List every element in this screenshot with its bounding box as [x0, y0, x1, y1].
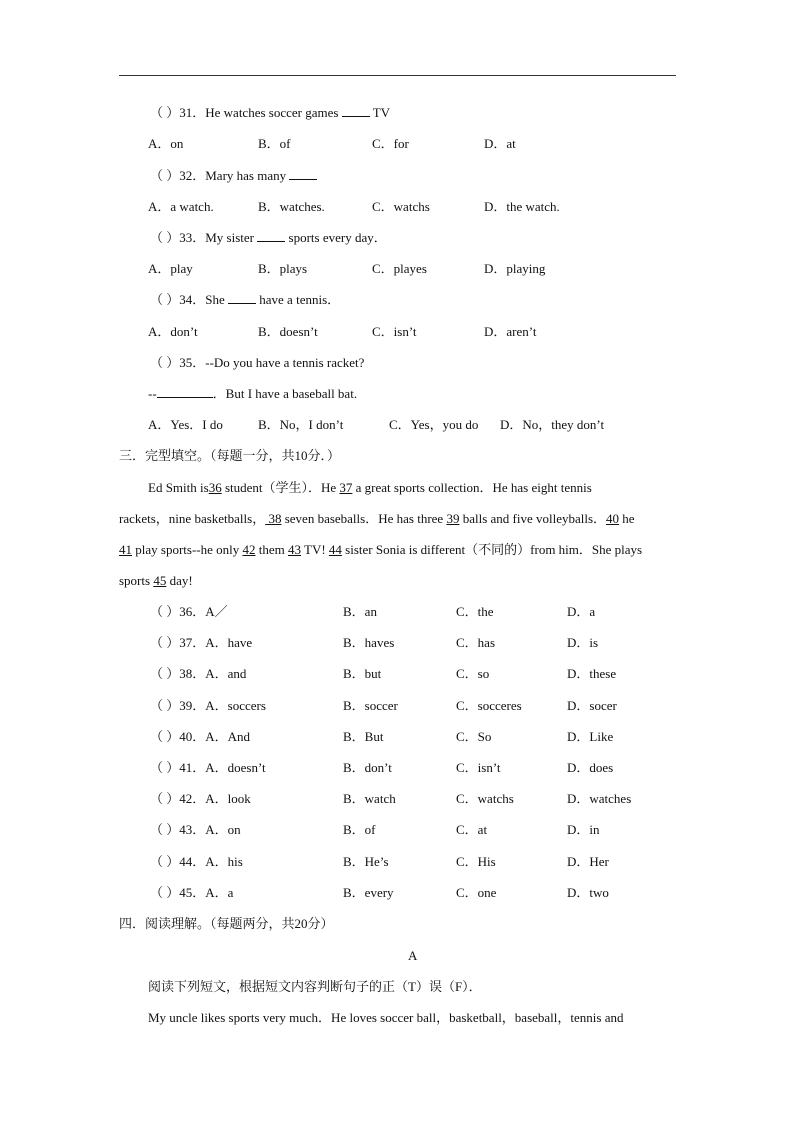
- option-d: D．in: [567, 822, 600, 837]
- option-a: A．Yes．I do: [148, 417, 223, 432]
- option-b: B．He’s: [343, 854, 389, 869]
- option-d: D．is: [567, 635, 599, 650]
- option-b: B．haves: [343, 635, 395, 650]
- passage-label: A: [408, 948, 418, 963]
- cloze-question: （ ）36．A／: [150, 604, 228, 619]
- option-a: A．on: [148, 136, 184, 151]
- question-32: （ ）32．Mary has many: [150, 168, 317, 184]
- cloze-question: （ ）37．A．have: [150, 635, 253, 650]
- answer-blank: [289, 168, 317, 180]
- cloze-question: （ ）43．A．on: [150, 822, 241, 837]
- option-b: B．No，I don’t: [258, 417, 344, 432]
- answer-blank: [228, 292, 256, 304]
- option-b: B．plays: [258, 261, 308, 276]
- option-c: C．isn’t: [456, 760, 501, 775]
- option-d: D．No，they don’t: [500, 417, 605, 432]
- option-d: D．playing: [484, 261, 546, 276]
- option-c: C．the: [456, 604, 494, 619]
- option-c: C．for: [372, 136, 409, 151]
- question-31: （ ）31．He watches soccer games TV: [150, 105, 391, 120]
- option-c: C．has: [456, 635, 496, 650]
- option-d: D．Like: [567, 729, 614, 744]
- cloze-question: （ ）44．A．his: [150, 854, 243, 869]
- cloze-question: （ ）40．A．And: [150, 729, 251, 744]
- option-b: B．every: [343, 885, 394, 900]
- option-d: D．at: [484, 136, 516, 151]
- option-c: C．socceres: [456, 698, 522, 713]
- option-d: D．two: [567, 885, 609, 900]
- option-c: C．so: [456, 666, 490, 681]
- reading-text: My uncle likes sports very much．He loves soccer ball，basketball，baseball，tennis and: [148, 1010, 624, 1025]
- option-b: B．But: [343, 729, 384, 744]
- cloze-question: （ ）38．A．and: [150, 666, 247, 681]
- option-c: C．at: [456, 822, 488, 837]
- cloze-question: （ ）39．A．soccers: [150, 698, 266, 713]
- option-b: B．of: [258, 136, 291, 151]
- option-b: B．of: [343, 822, 376, 837]
- option-d: D．watches: [567, 791, 632, 806]
- passage-line-3: 41 play sports--he only 42 them 43 TV! 44 sister Sonia is different（不同的）from him．She plays: [119, 542, 643, 557]
- option-c: C．His: [456, 854, 496, 869]
- answer-blank: [157, 386, 213, 398]
- answer-blank: [342, 105, 370, 117]
- option-a: A．play: [148, 261, 193, 276]
- option-b: B．don’t: [343, 760, 392, 775]
- option-c: C．watchs: [372, 199, 430, 214]
- option-b: B．an: [343, 604, 377, 619]
- passage-line-2: rackets，nine basketballs， 38 seven baseballs．He has three 39 balls and five volleyballs．40 he: [119, 511, 635, 526]
- question-34: （ ）34．She have a tennis．: [150, 292, 341, 307]
- option-b: B．doesn’t: [258, 324, 318, 339]
- answer-blank: [257, 230, 285, 242]
- question-35-reply: -- ．But I have a baseball bat.: [148, 386, 358, 401]
- option-b: B．soccer: [343, 698, 398, 713]
- option-b: B．watch: [343, 791, 396, 806]
- cloze-question: （ ）45．A．a: [150, 885, 234, 900]
- section-3-title: 三．完型填空。（每题一分，共10分．）: [119, 448, 341, 463]
- option-a: A．don’t: [148, 324, 198, 339]
- option-c: C．isn’t: [372, 324, 417, 339]
- question-35: （ ）35．--Do you have a tennis racket?: [150, 355, 365, 370]
- option-c: C．watchs: [456, 791, 514, 806]
- cloze-question: （ ）42．A．look: [150, 791, 251, 806]
- question-33: （ ）33．My sister sports every day．: [150, 230, 387, 245]
- option-c: C．Yes，you do: [389, 417, 479, 432]
- option-a: A．a watch.: [148, 199, 214, 214]
- option-c: C．So: [456, 729, 492, 744]
- option-d: D．does: [567, 760, 614, 775]
- option-d: D．Her: [567, 854, 609, 869]
- option-d: D．these: [567, 666, 617, 681]
- option-d: D．socer: [567, 698, 617, 713]
- passage-line-4: sports 45 day!: [119, 573, 193, 588]
- option-c: C．one: [456, 885, 497, 900]
- option-d: D．the watch.: [484, 199, 560, 214]
- option-d: D．aren’t: [484, 324, 537, 339]
- option-b: B．but: [343, 666, 382, 681]
- option-c: C．playes: [372, 261, 427, 276]
- header-rule: [119, 75, 676, 76]
- option-d: D．a: [567, 604, 596, 619]
- passage-line-1: Ed Smith is36 student（学生）．He 37 a great sports collection．He has eight tennis: [148, 480, 592, 495]
- reading-instruction: 阅读下列短文，根据短文内容判断句子的正（T）误（F）．: [148, 979, 482, 994]
- cloze-question: （ ）41．A．doesn’t: [150, 760, 266, 775]
- option-b: B．watches.: [258, 199, 325, 214]
- section-4-title: 四．阅读理解。（每题两分，共20分）: [119, 916, 334, 931]
